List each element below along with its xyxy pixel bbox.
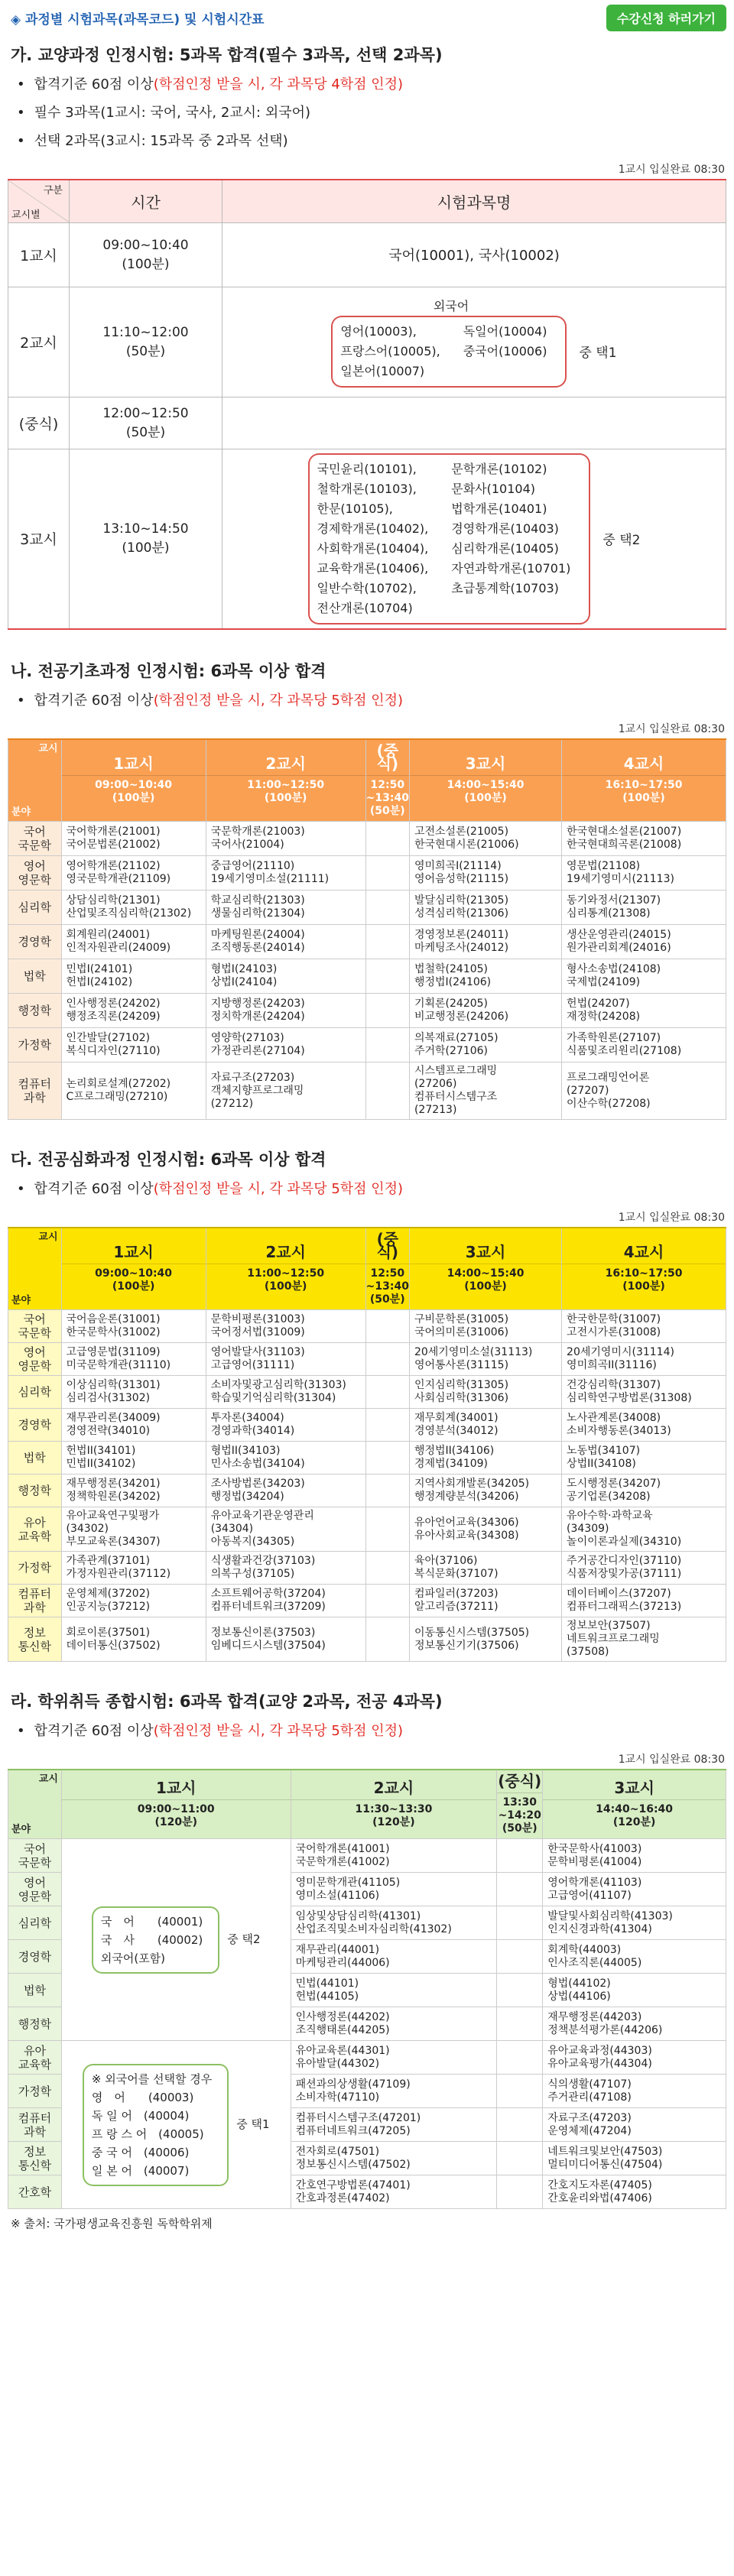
table-row (8, 1409, 726, 1442)
corner-bottom-label: 교시별 (11, 209, 41, 221)
subject-cell: 자료구조(47203) 운영체제(47204) (543, 2108, 726, 2142)
subject-item: 전산개론(10704) (317, 600, 413, 615)
field-cell: 경영학 (8, 1409, 62, 1442)
subject-item: 외국어(포함) (100, 1951, 166, 1965)
subject-cell: 유아수학·과학교육 (34309) 놀이이론과실제(34310) (562, 1507, 726, 1552)
session-header: 3교시 14:00~15:40 (100분) (409, 1228, 561, 1310)
choose-label: 중 택2 (227, 1932, 261, 1946)
table-row (8, 1839, 726, 1873)
bullet-item: • 합격기준 60점 이상(학점인정 받을 시, 각 과목당 4학점 인정) (17, 76, 404, 92)
subject-item: 국 어 (40001) (100, 1914, 203, 1929)
lunch-cell (497, 1839, 543, 1873)
foreign-language-head: 외국어 (433, 298, 469, 313)
section-c-table (8, 1227, 726, 1662)
subject-cell: 중급영어(21110) 19세기영미소설(21111) (206, 856, 365, 891)
subject-cell: 회계원리(24001) 인적자원관리(24009) (61, 925, 206, 959)
subject-cell: 가족학원론(27107) 식품및조리원리(27108) (562, 1028, 726, 1063)
subject-item: 문학개론(10102) (451, 461, 547, 476)
time-cell: 12:00~12:50 (50분) (70, 397, 222, 449)
subject-cell: 식생활과건강(37103) 의복구성(37105) (206, 1552, 365, 1585)
subject-cell: 간호지도자론(47405) 간호윤리와법(47406) (543, 2175, 726, 2209)
subject-cell: 재무행정론(34201) 정책학원론(34202) (61, 1475, 206, 1507)
subject-cell: 지역사회개발론(34205) 행정계량분석(34206) (409, 1475, 561, 1507)
session-cell: (중식) (8, 397, 70, 449)
table-row (8, 1617, 726, 1662)
subject-cell: 인사행정론(24202) 행정조직론(24209) (61, 994, 206, 1028)
subject-cell: 행정법II(34106) 경제법(34109) (409, 1442, 561, 1475)
table-row (8, 856, 726, 891)
subject-cell: 형사소송법(24108) 국제법(24109) (562, 959, 726, 994)
subject-cell: 영어발달사(31103) 고급영어(31111) (206, 1343, 365, 1376)
subject-item: 영 어 (40003) (91, 2090, 194, 2104)
subject-cell: 전자회로(47501) 정보통신시스템(47502) (291, 2142, 497, 2175)
subject-cell: 고전소설론(21005) 한국현대시론(21006) (409, 822, 561, 856)
field-cell: 행정학 (8, 1475, 62, 1507)
section-c-title: 다. 전공심화과정 인정시험: 6과목 이상 합격 (11, 1150, 326, 1169)
subject-cell: 20세기영미시(31114) 영미희곡II(31116) (562, 1343, 726, 1376)
field-cell: 간호학 (8, 2175, 62, 2209)
field-cell: 심리학 (8, 1376, 62, 1409)
subject-cell: 국어학개론(21001) 국어문법론(21002) (61, 822, 206, 856)
session-header: (중식) 12:50 ~13:40 (50분) (365, 1228, 409, 1310)
subject-cell: 시스템프로그래밍 (27206) 컴퓨터시스템구조 (27213) (409, 1063, 561, 1120)
field-cell: 유아 교육학 (8, 1507, 62, 1552)
header-row (8, 1770, 726, 1839)
subject-cell: 논리회로설계(27202) C프로그래밍(27210) (61, 1063, 206, 1120)
subject-item: 심리학개론(10405) (451, 540, 559, 556)
lunch-cell (365, 822, 409, 856)
subject-cell: 유아교육연구및평가 (34302) 부모교육론(34307) (61, 1507, 206, 1552)
page-title: ◈ 과정별 시험과목(과목코드) 및 시험시간표 (11, 11, 265, 28)
session-header: 2교시 11:00~12:50 (100분) (206, 739, 365, 822)
section-d-title: 라. 학위취득 종합시험: 6과목 합격(교양 2과목, 전공 4과목) (11, 1692, 443, 1711)
subject-cell: 주거공간디자인(37110) 식품저장및가공(37111) (562, 1552, 726, 1585)
subject-cell: 국어(10001), 국사(10002) (222, 222, 726, 287)
session-header: 1교시 09:00~10:40 (100분) (61, 739, 206, 822)
subject-item: 사회학개론(10404), (317, 540, 429, 556)
lunch-cell (497, 2075, 543, 2108)
section-a-note: 1교시 입실완료 08:30 (618, 164, 725, 176)
bullet-item: • 선택 2과목(3교시: 15과목 중 2과목 선택) (17, 133, 288, 149)
session-cell: 1교시 (8, 222, 70, 287)
subject-item: 국 사 (40002) (100, 1932, 203, 1947)
table-row (8, 1028, 726, 1063)
subject-cell: 형법I(24103) 상법I(24104) (206, 959, 365, 994)
lunch-cell (497, 1940, 543, 1974)
subject-item: 초급통계학(10703) (451, 580, 559, 595)
subject-cell: 육아(37106) 복식문화(37107) (409, 1552, 561, 1585)
table-row (8, 1475, 726, 1507)
subject-item: 일본어(10007) (340, 363, 425, 378)
lunch-cell (365, 1617, 409, 1662)
subject-cell: 재무행정론(44203) 정책분석평가론(44206) (543, 2007, 726, 2041)
subject-cell: 헌법(24207) 재정학(24208) (562, 994, 726, 1028)
choose-one-label: 중 택1 (579, 346, 617, 361)
section-c-bullet: • 합격기준 60점 이상(학점인정 받을 시, 각 과목당 5학점 인정) (17, 1181, 404, 1197)
subject-cell: 유아언어교육(34306) 유아사회교육(34308) (409, 1507, 561, 1552)
field-cell: 국어 국문학 (8, 822, 62, 856)
subject-cell: 영어학개론(41103) 고급영어(41107) (543, 1873, 726, 1906)
section-d-bullet: • 합격기준 60점 이상(학점인정 받을 시, 각 과목당 5학점 인정) (17, 1723, 404, 1739)
corner-cell: 교시 분야 (8, 1228, 62, 1310)
subject-cell: 정보보안(37507) 네트워크프로그래밍 (37508) (562, 1617, 726, 1662)
subject-cell: 컴파일러(37203) 알고리즘(37211) (409, 1585, 561, 1617)
table-row (8, 1343, 726, 1376)
subject-cell: 유아교육과정(44303) 유아교육평가(44304) (543, 2041, 726, 2075)
subject-cell: 소프트웨어공학(37204) 컴퓨터네트워크(37209) (206, 1585, 365, 1617)
lunch-cell (497, 2175, 543, 2209)
subject-item: 독 일 어 (40004) (91, 2108, 190, 2123)
table-row (8, 1310, 726, 1343)
subject-cell: 도시행정론(34207) 공기업론(34208) (562, 1475, 726, 1507)
subject-cell: 유아교육론(44301) 유아발달(44302) (291, 2041, 497, 2075)
subject-item: 문화사(10104) (451, 481, 536, 496)
field-cell: 행정학 (8, 2007, 62, 2041)
session-header: 4교시 16:10~17:50 (100분) (562, 1228, 726, 1310)
choose-label: 중 택1 (236, 2117, 270, 2131)
subject-cell: 가족관계(37101) 가정자원관리(37112) (61, 1552, 206, 1585)
section-a-title: 가. 교양과정 인정시험: 5과목 합격(필수 3과목, 선택 2과목) (11, 46, 443, 64)
subject-cell: 한국한문학(31007) 고전시가론(31008) (562, 1310, 726, 1343)
subject-cell: 민법(44101) 헌법(44105) (291, 1974, 497, 2007)
session-header: 1교시 09:00~10:40 (100분) (61, 1228, 206, 1310)
lunch-cell (497, 1974, 543, 2007)
field-cell: 국어 국문학 (8, 1839, 62, 1873)
subject-item: 중 국 어 (40006) (91, 2145, 190, 2159)
table-row (8, 822, 726, 856)
session-cell: 2교시 (8, 287, 70, 397)
subject-cell: 컴퓨터시스템구조(47201) 컴퓨터네트워크(47205) (291, 2108, 497, 2142)
lunch-cell (365, 1409, 409, 1442)
lunch-cell (497, 1906, 543, 1940)
subject-cell: 건강심리학(31307) 심리학연구방법론(31308) (562, 1376, 726, 1409)
lunch-cell (365, 856, 409, 891)
section-a-table (8, 179, 726, 630)
subject-cell: 운영체제(37202) 인공지능(37212) (61, 1585, 206, 1617)
subject-cell: 의복재료(27105) 주거학(27106) (409, 1028, 561, 1063)
table-row (8, 1376, 726, 1409)
subject-cell: 노사관계론(34008) 소비자행동론(34013) (562, 1409, 726, 1442)
field-cell: 영어 영문학 (8, 856, 62, 891)
subject-cell: 상담심리학(21301) 산업및조직심리학(21302) (61, 891, 206, 925)
lunch-cell (365, 891, 409, 925)
subject-cell: 발달및사회심리학(41303) 인지신경과학(41304) (543, 1906, 726, 1940)
subject-item: 일반수학(10702), (317, 580, 417, 595)
table-row (8, 1063, 726, 1120)
lunch-cell (365, 1507, 409, 1552)
subject-cell: 한국현대소설론(21007) 한국현대희곡론(21008) (562, 822, 726, 856)
subject-cell: 생산운영관리(24015) 원가관리회계(24016) (562, 925, 726, 959)
subject-cell: 지방행정론(24203) 정치학개론(24204) (206, 994, 365, 1028)
subject-cell: 마케팅원론(24004) 조직행동론(24014) (206, 925, 365, 959)
col-subject-header: 시험과목명 (222, 180, 726, 222)
subject-cell: 법철학(24105) 행정법I(24106) (409, 959, 561, 994)
subject-cell: 영문법(21108) 19세기영미시(21113) (562, 856, 726, 891)
subject-cell: 구비문학론(31005) 국어의미론(31006) (409, 1310, 561, 1343)
field-cell: 가정학 (8, 1552, 62, 1585)
subject-item: 자연과학개론(10701) (451, 560, 571, 576)
lunch-cell (497, 1873, 543, 1906)
field-cell: 가정학 (8, 2075, 62, 2108)
subject-cell: 형법II(34103) 민사소송법(34104) (206, 1442, 365, 1475)
subject-cell: 소비자및광고심리학(31303) 학습및기억심리학(31304) (206, 1376, 365, 1409)
lunch-cell (365, 1475, 409, 1507)
field-cell: 컴퓨터 과학 (8, 1063, 62, 1120)
subject-cell: 문학비평론(31003) 국어정서법(31009) (206, 1310, 365, 1343)
subject-cell: 투자론(34004) 경영과학(34014) (206, 1409, 365, 1442)
subject-cell: 식의생활(47107) 주거관리(47108) (543, 2075, 726, 2108)
session-header: 1교시 09:00~11:00 (120분) (61, 1770, 291, 1839)
subject-cell: 영미문학개관(41105) 영미소설(41106) (291, 1873, 497, 1906)
session-header: 4교시 16:10~17:50 (100분) (562, 739, 726, 822)
session-header: (중식) 13:30 ~14:20 (50분) (497, 1770, 543, 1839)
subject-item: 중국어(10006) (463, 343, 547, 358)
group-head: ※ 외국어를 선택할 경우 (91, 2072, 213, 2086)
field-cell: 정보 통신학 (8, 2142, 62, 2175)
section-d-note: 1교시 입실완료 08:30 (618, 1754, 725, 1766)
field-cell: 경영학 (8, 925, 62, 959)
foreign-language-group (61, 2041, 291, 2209)
section-a-bullets (8, 70, 726, 155)
field-cell: 영어 영문학 (8, 1343, 62, 1376)
session-header: 3교시 14:40~16:40 (120분) (543, 1770, 726, 1839)
table-row (8, 959, 726, 994)
table-row (8, 222, 726, 287)
field-cell: 행정학 (8, 994, 62, 1028)
table-row (8, 925, 726, 959)
subject-cell: 인간발달(27102) 복식디자인(27110) (61, 1028, 206, 1063)
lunch-cell (497, 2007, 543, 2041)
section-c-note: 1교시 입실완료 08:30 (618, 1212, 725, 1224)
section-d-table (8, 1769, 726, 2209)
subject-cell: 영양학(27103) 가정관리론(27104) (206, 1028, 365, 1063)
section-b-title: 나. 전공기초과정 인정시험: 6과목 이상 합격 (11, 662, 326, 680)
subject-cell: 고급영문법(31109) 미국문학개관(31110) (61, 1343, 206, 1376)
table-row (8, 287, 726, 397)
corner-cell: 교시 분야 (8, 1770, 62, 1839)
time-cell: 09:00~10:40 (100분) (70, 222, 222, 287)
subject-cell: 임상및상담심리학(41301) 산업조직및소비자심리학(41302) (291, 1906, 497, 1940)
field-cell: 컴퓨터 과학 (8, 2108, 62, 2142)
session-header: 2교시 11:00~12:50 (100분) (206, 1228, 365, 1310)
subject-cell: 패션과의상생활(47109) 소비자학(47110) (291, 2075, 497, 2108)
section-b-table (8, 738, 726, 1120)
subject-item: 법학개론(10401) (451, 501, 547, 516)
subject-cell: 이상심리학(31301) 심리검사(31302) (61, 1376, 206, 1409)
subject-cell: 재무관리론(34009) 경영전략(34010) (61, 1409, 206, 1442)
subject-cell: 한국문학사(41003) 문학비평론(41004) (543, 1839, 726, 1873)
section-b-bullet: • 합격기준 60점 이상(학점인정 받을 시, 각 과목당 5학점 인정) (17, 693, 404, 709)
session-header: 2교시 11:30~13:30 (120분) (291, 1770, 497, 1839)
lunch-cell (365, 1028, 409, 1063)
session-header: 3교시 14:00~15:40 (100분) (409, 739, 561, 822)
field-cell: 컴퓨터 과학 (8, 1585, 62, 1617)
field-cell: 정보 통신학 (8, 1617, 62, 1662)
subject-cell: 노동법(34107) 상법II(34108) (562, 1442, 726, 1475)
subject-cell: 학교심리학(21303) 생물심리학(21304) (206, 891, 365, 925)
choose-two-label: 중 택2 (602, 533, 641, 549)
session-cell: 3교시 (8, 449, 70, 629)
field-cell: 법학 (8, 959, 62, 994)
subject-cell: 간호연구방법론(47401) 간호과정론(47402) (291, 2175, 497, 2209)
subject-cell: 네트워크및보안(47503) 멀티미디어통신(47504) (543, 2142, 726, 2175)
subject-cell: 헌법II(34101) 민법II(34102) (61, 1442, 206, 1475)
corner-cell: 교시 분야 (8, 739, 62, 822)
field-cell: 심리학 (8, 1906, 62, 1940)
lunch-cell (365, 1442, 409, 1475)
field-cell: 심리학 (8, 891, 62, 925)
time-cell: 13:10~14:50 (100분) (70, 449, 222, 629)
subject-cell: 인지심리학(31305) 사회심리학(31306) (409, 1376, 561, 1409)
table-row (8, 2041, 726, 2075)
lunch-cell (497, 2142, 543, 2175)
subject-cell (222, 287, 726, 397)
subject-cell: 영어학개론(21102) 영국문학개관(21109) (61, 856, 206, 891)
subject-cell: 국문학개론(21003) 국어사(21004) (206, 822, 365, 856)
subject-item: 경제학개론(10402), (317, 521, 429, 536)
subject-item: 독일어(10004) (463, 323, 547, 339)
subject-item: 국민윤리(10101), (317, 461, 417, 476)
subject-cell: 재무회계(34001) 경영분석(34012) (409, 1409, 561, 1442)
lunch-cell (497, 2041, 543, 2075)
field-cell: 영어 영문학 (8, 1873, 62, 1906)
subject-item: 경영학개론(10403) (451, 521, 559, 536)
table-row (8, 449, 726, 629)
lunch-cell (365, 994, 409, 1028)
time-cell: 11:10~12:00 (50분) (70, 287, 222, 397)
subject-cell: 형법(44102) 상법(44106) (543, 1974, 726, 2007)
subject-item (451, 599, 570, 618)
lunch-cell (365, 1585, 409, 1617)
table-row (8, 1507, 726, 1552)
subject-cell: 국어학개론(41001) 국문학개론(41002) (291, 1839, 497, 1873)
lunch-cell (365, 1310, 409, 1343)
section-b-note: 1교시 입실완료 08:30 (618, 723, 725, 735)
lunch-cell (365, 1063, 409, 1120)
subject-item: 철학개론(10103), (317, 481, 417, 496)
lunch-cell (497, 2108, 543, 2142)
subject-item: 영어(10003), (340, 323, 417, 339)
subject-cell: 회계학(44003) 인사조직론(44005) (543, 1940, 726, 1974)
lunch-cell (365, 1343, 409, 1376)
subject-cell: 회로이론(37501) 데이터통신(37502) (61, 1617, 206, 1662)
session-header: (중식) 12:50 ~13:40 (50분) (365, 739, 409, 822)
subject-cell: 재무관리(44001) 마케팅관리(44006) (291, 1940, 497, 1974)
subject-cell: 국어음운론(31001) 한국문학사(31002) (61, 1310, 206, 1343)
subject-cell: 이동통신시스템(37505) 정보통신기기(37506) (409, 1617, 561, 1662)
page-header (8, 0, 726, 35)
subject-cell: 동기와정서(21307) 심리통계(21308) (562, 891, 726, 925)
field-cell: 경영학 (8, 1940, 62, 1974)
field-cell: 법학 (8, 1442, 62, 1475)
lunch-cell (365, 925, 409, 959)
table-row (8, 891, 726, 925)
subject-cell: 발달심리학(21305) 성격심리학(21306) (409, 891, 561, 925)
lunch-cell (365, 959, 409, 994)
subject-cell: 경영정보론(24011) 마케팅조사(24012) (409, 925, 561, 959)
col-time-header: 시간 (70, 180, 222, 222)
header-row (8, 1228, 726, 1310)
field-cell: 국어 국문학 (8, 1310, 62, 1343)
subject-cell: 자료구조(27203) 객체지향프로그래밍 (27212) (206, 1063, 365, 1120)
subject-cell: 기획론(24205) 비교행정론(24206) (409, 994, 561, 1028)
field-cell: 가정학 (8, 1028, 62, 1063)
subject-item: 교육학개론(10406), (317, 560, 429, 576)
lunch-cell (365, 1376, 409, 1409)
subject-cell: 인사행정론(44202) 조직행태론(44205) (291, 2007, 497, 2041)
table-a-corner (8, 180, 70, 222)
subject-cell: 프로그래밍언어론 (27207) 이산수학(27208) (562, 1063, 726, 1120)
subject-item: 한문(10105), (317, 501, 393, 516)
field-cell: 유아 교육학 (8, 2041, 62, 2075)
subject-cell: 데이터베이스(37207) 컴퓨터그래픽스(37213) (562, 1585, 726, 1617)
subject-cell: 유아교육기관운영관리 (34304) 아동복지(34305) (206, 1507, 365, 1552)
subject-cell: 정보통신이론(37503) 임베디드시스템(37504) (206, 1617, 365, 1662)
subject-cell: 조사방법론(34203) 행정법(34204) (206, 1475, 365, 1507)
table-row (8, 397, 726, 449)
subject-item (463, 362, 547, 381)
source-note: ※ 출처: 국가평생교육진흥원 독학학위제 (11, 2217, 213, 2230)
subject-item: 프랑스어(10005), (340, 343, 440, 358)
subject-item: 일 본 어 (40007) (91, 2163, 190, 2178)
subject-cell: 20세기영미소설(31113) 영어통사론(31115) (409, 1343, 561, 1376)
table-row (8, 1552, 726, 1585)
header-row (8, 739, 726, 822)
subject-cell: 영미희곡I(21114) 영어음성학(21115) (409, 856, 561, 891)
corner-top-label: 구분 (43, 185, 63, 196)
subject-item: 프 랑 스 어 (40005) (91, 2127, 204, 2141)
general-subjects-group (61, 1839, 291, 2041)
table-row (8, 1442, 726, 1475)
signup-button[interactable]: 수강신청 하러가기 (606, 5, 726, 31)
field-cell: 법학 (8, 1974, 62, 2007)
bullet-item: • 필수 3과목(1교시: 국어, 국사, 2교시: 외국어) (17, 105, 311, 121)
table-row (8, 1585, 726, 1617)
table-row (8, 994, 726, 1028)
subject-cell (222, 449, 726, 629)
lunch-cell (365, 1552, 409, 1585)
subject-cell: 민법I(24101) 헌법I(24102) (61, 959, 206, 994)
